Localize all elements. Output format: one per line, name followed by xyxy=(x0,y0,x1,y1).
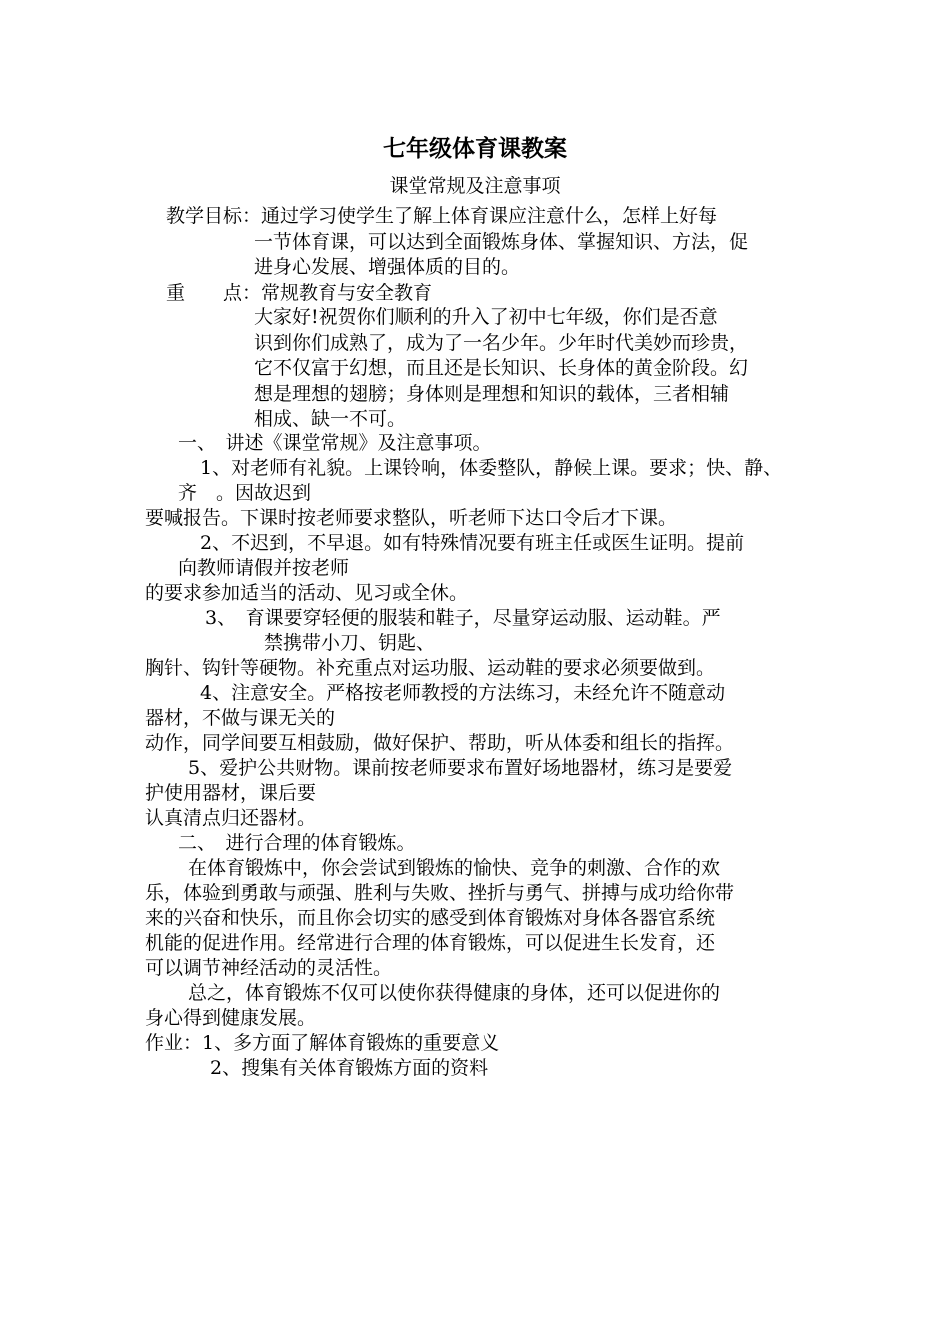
summary-line-1: 总之，体育锻炼不仅可以使你获得健康的身体，还可以促进你的 xyxy=(188,982,721,1004)
homework-line-2: 2、搜集有关体育锻炼方面的资料 xyxy=(210,1057,489,1079)
intro-line-3: 它不仅富于幻想，而且还是长知识、长身体的黄金阶段。幻 xyxy=(254,357,749,379)
intro-line-5: 相成、缺一不可。 xyxy=(254,408,407,430)
objective-line-3: 进身心发展、增强体质的目的。 xyxy=(254,256,521,278)
rule-4-line-1: 4、注意安全。严格按老师教授的方法练习，未经允许不随意动 xyxy=(200,682,726,704)
key-point-line: 重 点：常规教育与安全教育 xyxy=(166,282,433,304)
exercise-para-line-5: 可以调节神经活动的灵活性。 xyxy=(145,957,393,979)
section-two-heading: 二、 进行合理的体育锻炼。 xyxy=(178,832,416,854)
section-one-heading: 一、 讲述《课堂常规》及注意事项。 xyxy=(178,432,492,454)
rule-1-line-2: 齐 。因故迟到 xyxy=(178,482,312,504)
rule-3-line-1: 3、 育课要穿轻便的服装和鞋子，尽量穿运动服、运动鞋。严 xyxy=(205,607,721,629)
objective-line-2: 一节体育课，可以达到全面锻炼身体、掌握知识、方法，促 xyxy=(254,231,749,253)
summary-line-2: 身心得到健康发展。 xyxy=(145,1007,317,1029)
exercise-para-line-2: 乐，体验到勇敢与顽强、胜利与失败、挫折与勇气、拼搏与成功给你带 xyxy=(145,882,735,904)
exercise-para-line-3: 来的兴奋和快乐，而且你会切实的感受到体育锻炼对身体各器官系统 xyxy=(145,907,716,929)
document-title: 七年级体育课教案 xyxy=(383,136,567,162)
exercise-para-line-1: 在体育锻炼中，你会尝试到锻炼的愉快、竞争的刺激、合作的欢 xyxy=(188,857,721,879)
rule-2-line-2: 向教师请假并按老师 xyxy=(178,557,350,579)
intro-line-2: 识到你们成熟了，成为了一名少年。少年时代美妙而珍贵， xyxy=(254,332,749,354)
intro-line-4: 想是理想的翅膀；身体则是理想和知识的载体，三者相辅 xyxy=(254,383,730,405)
rule-4-line-3: 动作，同学间要互相鼓励，做好保护、帮助，听从体委和组长的指挥。 xyxy=(145,732,735,754)
rule-5-line-2: 护使用器材，课后要 xyxy=(145,782,317,804)
rule-3-line-3: 胸针、钩针等硬物。补充重点对运功服、运动鞋的要求必须要做到。 xyxy=(145,657,716,679)
rule-5-line-1: 5、爱护公共财物。课前按老师要求布置好场地器材，练习是要爱 xyxy=(188,757,733,779)
rule-3-line-2: 禁携带小刀、钥匙、 xyxy=(264,632,436,654)
homework-line-1: 作业：1、多方面了解体育锻炼的重要意义 xyxy=(145,1032,500,1054)
rule-5-line-3: 认真清点归还器材。 xyxy=(145,807,317,829)
objective-line-1: 教学目标：通过学习使学生了解上体育课应注意什么，怎样上好每 xyxy=(166,205,718,227)
rule-1-line-1: 1、对老师有礼貌。上课铃响，体委整队，静候上课。要求；快、静、 xyxy=(200,457,783,479)
rule-2-line-3: 的要求参加适当的活动、见习或全休。 xyxy=(145,582,469,604)
intro-line-1: 大家好!祝贺你们顺利的升入了初中七年级，你们是否意 xyxy=(254,306,718,328)
document-subtitle: 课堂常规及注意事项 xyxy=(389,175,561,197)
rule-1-line-3: 要喊报告。下课时按老师要求整队，听老师下达口令后才下课。 xyxy=(145,507,678,529)
exercise-para-line-4: 机能的促进作用。经常进行合理的体育锻炼，可以促进生长发育，还 xyxy=(145,932,716,954)
rule-4-line-2: 器材，不做与课无关的 xyxy=(145,707,336,729)
rule-2-line-1: 2、不迟到，不早退。如有特殊情况要有班主任或医生证明。提前 xyxy=(200,532,745,554)
